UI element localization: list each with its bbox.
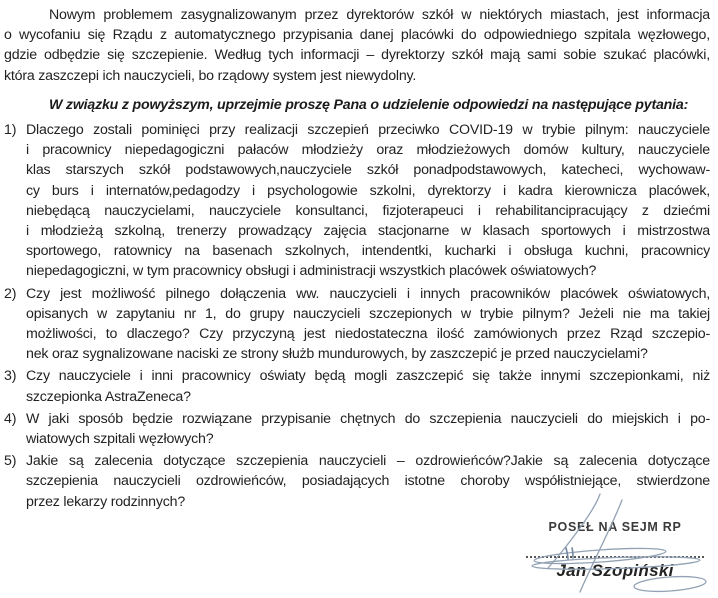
text-line: możliwości, to dlaczego? Czy przyczyną jest niedostateczna ilość zamówionych przez Rząd szczepio- — [26, 326, 710, 343]
text-line: o wycofaniu się Rządu z automatycznego przypisania danej placówki do odpowiedniego szpitala węzłowego, — [4, 27, 710, 44]
list-item-number: 5) — [4, 453, 17, 470]
text-line: która zaszczepi ich nauczycieli, bo rządowy system jest niewydolny. — [4, 67, 417, 84]
text-line: cy burs i internatów,pedagodzy i psychologowie szkolni, dyrektorzy i kadra kierownicza placówek, — [26, 182, 710, 199]
request-heading: W związku z powyższym, uprzejmie proszę Pana o udzielenie odpowiedzi na następujące pytania: — [49, 96, 689, 113]
list-item — [4, 284, 710, 365]
list-item-number: 3) — [4, 368, 17, 385]
text-line: i pracownicy niepedagogiczni pałaców młodzieży oraz młodzieżowych domów kultury, nauczyciele — [26, 142, 710, 159]
text-line: opisanych w zapytaniu nr 1, do grupy nauczycieli szczepionych w trybie pilnym? Jeżeli nie ma takiej — [26, 305, 710, 322]
text-line: Nowym problemem zasygnalizowanym przez dyrektorów szkół w niektórych miastach, jest informacja — [49, 7, 710, 23]
letter-body — [4, 5, 710, 512]
text-line: przez lekarzy rodzinnych? — [26, 493, 186, 510]
text-line: Jakie są zalecenia dotyczące szczepienia nauczycieli – ozdrowieńców?Jakie są zalecenia dotyczące — [26, 453, 710, 470]
paragraph — [4, 5, 710, 86]
signature-title: POSEŁ NA SEJM RP — [548, 520, 682, 534]
text-line: Czy jest możliwość pilnego dołączenia ww. nauczycieli i innych pracowników placówek oświatowych, — [26, 285, 710, 302]
signature-block — [526, 520, 704, 581]
text-line: i młodzieżą szkolną, trenerzy prowadzący zajęcia stacjonarne w klasach sportowych i mistrzostwa — [26, 223, 710, 240]
text-line: Dlaczego zostali pominięci przy realizacji szczepień przeciwko COVID-19 w trybie pilnym: nauczyciele — [26, 122, 710, 139]
signatory-name: Jan Szopiński — [556, 561, 674, 580]
list-item-number: 4) — [4, 410, 17, 427]
text-line: niebędącą nauczycielami, nauczyciele konsultanci, fizjoterapeuci i rehabilitancipracujący z dziećmi — [26, 202, 710, 219]
text-line: Czy nauczyciele i inni pracownicy oświaty będą mogli zaszczepić się także innymi szczepionkami, niż — [26, 368, 710, 385]
list-item — [4, 409, 710, 449]
text-line: klas starszych szkół podstawowych,nauczyciele szkół ponadpodstawowych, katecheci, wychowaw- — [26, 162, 710, 179]
text-line: niepedagogiczni, w tym pracownicy obsługi i administracji wszystkich placówek oświatowych? — [26, 263, 597, 280]
text-line: szczepienia nauczycieli ozdrowieńców, posiadających istotne choroby współistniejące, stwierdzone — [26, 473, 710, 490]
list-item-number: 2) — [4, 285, 17, 302]
list-item — [4, 451, 710, 512]
text-line: sportowego, ratownicy na basenach szkolnych, intendentki, kucharki i obsługa kuchni, pracownicy — [26, 243, 710, 260]
text-line: nek oraz sygnalizowane naciski ze strony służb mundurowych, by zaszczepić je przed nauczycielami? — [26, 346, 648, 363]
list-item — [4, 366, 710, 406]
text-line: szczepionka AstraZeneca? — [26, 388, 191, 405]
signature-dotted-line — [526, 556, 704, 558]
list-item — [4, 120, 710, 282]
text-line: gdzie odbędzie się szczepienie. Według tych informacji – dyrektorzy szkół mają sami sobie szukać placówki, — [4, 47, 710, 64]
list-item-number: 1) — [4, 122, 17, 139]
text-line: W jaki sposób będzie rozwiązane przypisanie chętnych do szczepienia nauczycieli do miejskich i po- — [26, 410, 710, 427]
text-line: wiatowych szpitali węzłowych? — [26, 431, 214, 448]
